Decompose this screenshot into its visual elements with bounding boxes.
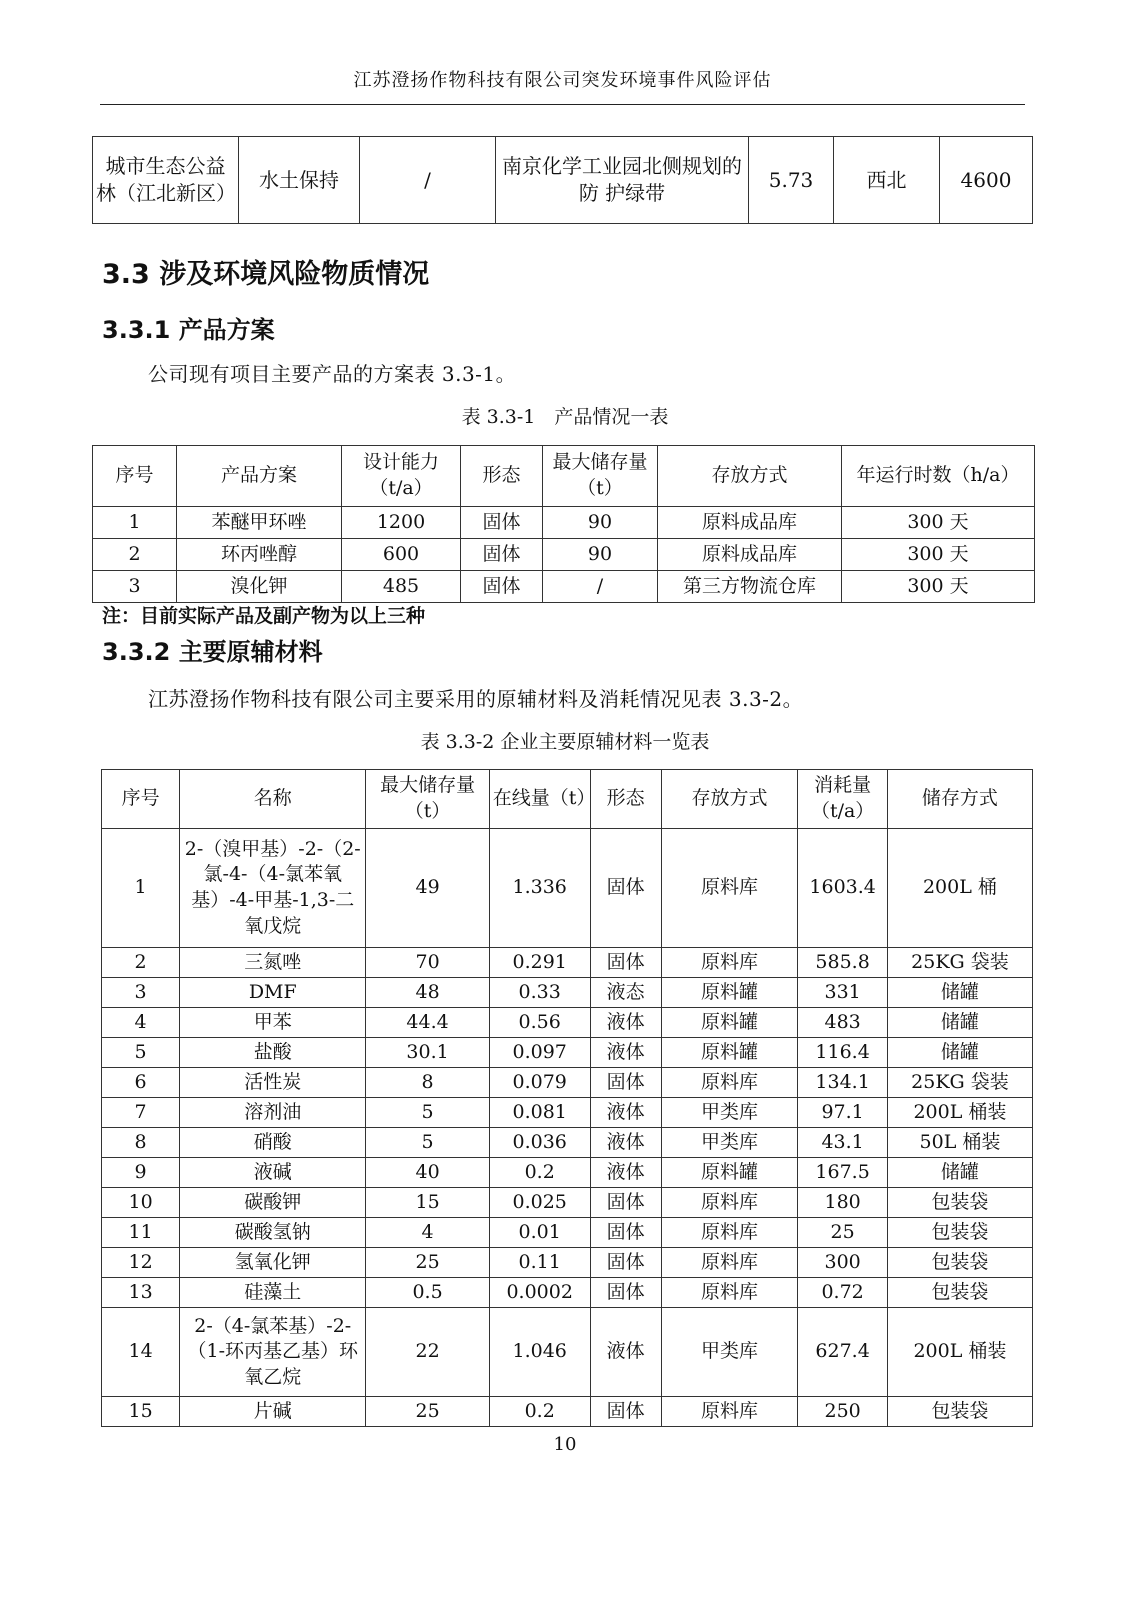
table-cell: 原料罐 [661,978,798,1008]
table-cell: 固体 [590,1278,661,1308]
table-cell: 固体 [590,948,661,978]
table-note: 注：目前实际产品及副产物为以上三种 [102,605,426,627]
table-cell: 固体 [590,1248,661,1278]
table-cell: 485 [342,571,461,603]
product-table [92,445,1035,603]
table-cell: 15 [102,1397,180,1427]
column-header: 消耗量（t/a） [798,770,887,829]
table-cell: 25 [798,1218,887,1248]
table-cell: 331 [798,978,887,1008]
table-cell: 25 [366,1397,489,1427]
table-cell: 储罐 [887,1158,1032,1188]
table-cell: 包装袋 [887,1248,1032,1278]
table-cell: 储罐 [887,1008,1032,1038]
table-cell: 250 [798,1397,887,1427]
table-cell: 2-（溴甲基）-2-（2-氯-4-（4-氯苯氧基）-4-甲基-1,3-二氧戊烷 [180,829,366,948]
table-cell: 原料成品库 [658,507,842,539]
table-cell: 甲苯 [180,1008,366,1038]
table-cell: 0.025 [489,1188,590,1218]
table-cell: 原料库 [661,1248,798,1278]
table-cell: 固体 [461,571,543,603]
column-header: 序号 [102,770,180,829]
table-cell: 1.336 [489,829,590,948]
raw-materials-table [101,769,1033,1427]
table-cell: 9 [102,1158,180,1188]
section-heading-3-3-2: 3.3.2 主要原辅材料 [102,638,323,666]
table-cell: 原料库 [661,948,798,978]
table-row [102,1098,1033,1128]
table-cell: 包装袋 [887,1218,1032,1248]
table-row [102,1397,1033,1427]
table-cell: 627.4 [798,1308,887,1397]
table-cell: 溴化钾 [177,571,342,603]
table-cell: 固体 [590,1068,661,1098]
table-cell: 0.036 [489,1128,590,1158]
table-cell: 水土保持 [239,137,360,224]
table-cell: 1 [102,829,180,948]
table-cell: 3 [93,571,177,603]
table-cell: 8 [102,1128,180,1158]
column-header: 产品方案 [177,446,342,507]
table-cell: 116.4 [798,1038,887,1068]
table-cell: 液体 [590,1128,661,1158]
table-cell: 0.097 [489,1038,590,1068]
table-cell: 0.33 [489,978,590,1008]
table-cell: 0.0002 [489,1278,590,1308]
table-cell: 90 [543,507,658,539]
table-cell: 原料库 [661,1218,798,1248]
table-cell: 甲类库 [661,1128,798,1158]
table-cell: 200L 桶装 [887,1098,1032,1128]
table-cell: 49 [366,829,489,948]
table-cell: 原料罐 [661,1038,798,1068]
table-cell: 200L 桶 [887,829,1032,948]
table-cell: 44.4 [366,1008,489,1038]
table-cell: 70 [366,948,489,978]
table-caption-3-3-1: 表 3.3-1 产品情况一表 [461,406,669,428]
table-cell: 氢氧化钾 [180,1248,366,1278]
table-cell: 8 [366,1068,489,1098]
table-cell: 碳酸氢钠 [180,1218,366,1248]
table-row [102,1038,1033,1068]
table-cell: / [360,137,496,224]
table-cell: 50L 桶装 [887,1128,1032,1158]
table-cell: 0.2 [489,1158,590,1188]
table-row [102,1188,1033,1218]
table-cell: 3 [102,978,180,1008]
ecological-area-table [92,136,1033,224]
table-row [93,507,1035,539]
table-cell: 2-（4-氯苯基）-2-（1-环丙基乙基）环氧乙烷 [180,1308,366,1397]
table-cell: 0.081 [489,1098,590,1128]
table-cell: 5 [102,1038,180,1068]
table-cell: 5 [366,1128,489,1158]
table-cell: 1200 [342,507,461,539]
column-header: 储存方式 [887,770,1032,829]
table-cell: 硝酸 [180,1128,366,1158]
table-cell: 活性炭 [180,1068,366,1098]
table-cell: 液碱 [180,1158,366,1188]
table-cell: 片碱 [180,1397,366,1427]
table-row [102,1218,1033,1248]
table-row [102,1278,1033,1308]
column-header: 年运行时数（h/a） [842,446,1035,507]
table-row [102,1248,1033,1278]
table-cell: 1603.4 [798,829,887,948]
table-cell: 固体 [461,507,543,539]
table-row [102,829,1033,948]
table-header-row [93,446,1035,507]
table-cell: 固体 [590,829,661,948]
table-cell: 22 [366,1308,489,1397]
table-cell: 97.1 [798,1098,887,1128]
table-cell: 0.5 [366,1278,489,1308]
table-cell: 300 天 [842,571,1035,603]
table-cell: 300 天 [842,507,1035,539]
table-caption-3-3-2: 表 3.3-2 企业主要原辅材料一览表 [420,731,710,753]
table-cell: 167.5 [798,1158,887,1188]
table-cell: 4600 [940,137,1033,224]
table-cell: 固体 [590,1218,661,1248]
table-cell: 原料库 [661,1278,798,1308]
column-header: 最大储存量（t） [366,770,489,829]
table-row [102,1128,1033,1158]
table-cell: 包装袋 [887,1188,1032,1218]
table-cell: 液体 [590,1038,661,1068]
table-cell: 西北 [834,137,940,224]
table-cell: 40 [366,1158,489,1188]
column-header: 最大储存量（t） [543,446,658,507]
table-cell: 0.01 [489,1218,590,1248]
table-cell: 0.11 [489,1248,590,1278]
table-cell: 甲类库 [661,1308,798,1397]
page-header: 江苏澄扬作物科技有限公司突发环境事件风险评估 [353,70,772,91]
table-cell: 25KG 袋装 [887,1068,1032,1098]
table-cell: 原料罐 [661,1008,798,1038]
table-row [93,137,1033,224]
column-header: 形态 [461,446,543,507]
page-number: 10 [553,1434,577,1455]
table-cell: 134.1 [798,1068,887,1098]
table-header-row [102,770,1033,829]
table-cell: 原料库 [661,829,798,948]
table-row [93,539,1035,571]
table-cell: 5 [366,1098,489,1128]
table-cell: 原料库 [661,1188,798,1218]
column-header: 序号 [93,446,177,507]
table-cell: 苯醚甲环唑 [177,507,342,539]
table-cell: 483 [798,1008,887,1038]
table-row [102,1008,1033,1038]
table-cell: 原料库 [661,1068,798,1098]
table-cell: 43.1 [798,1128,887,1158]
column-header: 在线量（t） [489,770,590,829]
table-cell: 原料罐 [661,1158,798,1188]
column-header: 设计能力（t/a） [342,446,461,507]
table-cell: 30.1 [366,1038,489,1068]
table-cell: 储罐 [887,978,1032,1008]
table-cell: 585.8 [798,948,887,978]
table-cell: 0.079 [489,1068,590,1098]
table-cell: 溶剂油 [180,1098,366,1128]
section-heading-3-3: 3.3 涉及环境风险物质情况 [102,259,430,290]
table-cell: 25 [366,1248,489,1278]
table-cell: 0.2 [489,1397,590,1427]
table-cell: 200L 桶装 [887,1308,1032,1397]
table-cell: DMF [180,978,366,1008]
table-cell: 4 [102,1008,180,1038]
table-row [102,978,1033,1008]
table-cell: 180 [798,1188,887,1218]
table-cell: 300 天 [842,539,1035,571]
table-cell: 液体 [590,1308,661,1397]
table-row [102,1158,1033,1188]
table-cell: 硅藻土 [180,1278,366,1308]
table-cell: 48 [366,978,489,1008]
table-cell: 2 [93,539,177,571]
table-cell: 包装袋 [887,1278,1032,1308]
column-header: 形态 [590,770,661,829]
table-cell: / [543,571,658,603]
table-cell: 盐酸 [180,1038,366,1068]
table-cell: 11 [102,1218,180,1248]
table-cell: 三氮唑 [180,948,366,978]
table-cell: 液态 [590,978,661,1008]
table-cell: 6 [102,1068,180,1098]
table-cell: 原料成品库 [658,539,842,571]
table-cell: 25KG 袋装 [887,948,1032,978]
table-cell: 甲类库 [661,1098,798,1128]
table-cell: 城市生态公益林（江北新区） [93,137,239,224]
table-row [93,571,1035,603]
table-cell: 600 [342,539,461,571]
table-cell: 南京化学工业园北侧规划的防 护绿带 [496,137,749,224]
table-row [102,1068,1033,1098]
table-cell: 固体 [590,1188,661,1218]
column-header: 存放方式 [661,770,798,829]
table-cell: 液体 [590,1008,661,1038]
column-header: 名称 [180,770,366,829]
table-cell: 1.046 [489,1308,590,1397]
table-cell: 0.56 [489,1008,590,1038]
table-cell: 液体 [590,1158,661,1188]
paragraph-3-3-1: 公司现有项目主要产品的方案表 3.3-1。 [148,362,517,386]
table-cell: 储罐 [887,1038,1032,1068]
table-cell: 4 [366,1218,489,1248]
table-cell: 液体 [590,1098,661,1128]
table-cell: 包装袋 [887,1397,1032,1427]
table-cell: 12 [102,1248,180,1278]
table-cell: 15 [366,1188,489,1218]
table-cell: 0.72 [798,1278,887,1308]
table-cell: 固体 [590,1397,661,1427]
table-row [102,1308,1033,1397]
table-row [102,948,1033,978]
table-cell: 碳酸钾 [180,1188,366,1218]
table-cell: 1 [93,507,177,539]
section-heading-3-3-1: 3.3.1 产品方案 [102,316,275,344]
paragraph-3-3-2: 江苏澄扬作物科技有限公司主要采用的原辅材料及消耗情况见表 3.3-2。 [148,687,804,711]
table-cell: 第三方物流仓库 [658,571,842,603]
table-cell: 300 [798,1248,887,1278]
table-cell: 0.291 [489,948,590,978]
table-cell: 固体 [461,539,543,571]
table-cell: 13 [102,1278,180,1308]
table-cell: 5.73 [749,137,834,224]
header-rule [100,104,1025,105]
table-cell: 环丙唑醇 [177,539,342,571]
column-header: 存放方式 [658,446,842,507]
table-cell: 14 [102,1308,180,1397]
table-cell: 原料库 [661,1397,798,1427]
table-cell: 90 [543,539,658,571]
table-cell: 10 [102,1188,180,1218]
table-cell: 2 [102,948,180,978]
table-cell: 7 [102,1098,180,1128]
